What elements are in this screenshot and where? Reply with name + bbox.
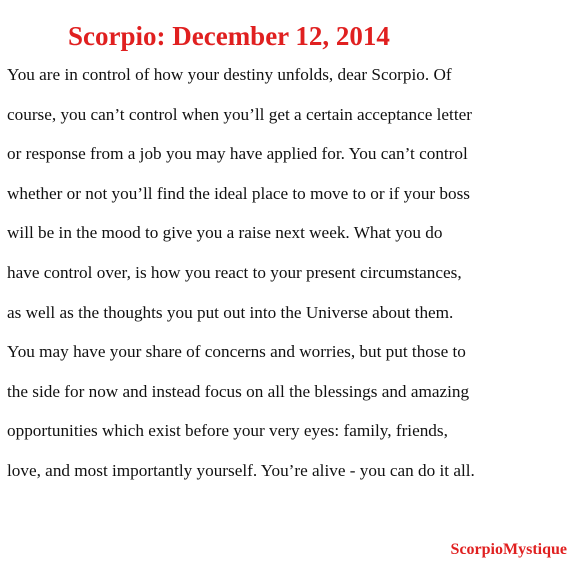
page-title: Scorpio: December 12, 2014: [68, 21, 390, 51]
author-signature: ScorpioMystique: [450, 541, 567, 558]
body-line: or response from a job you may have applied for. You can’t control: [7, 144, 468, 164]
body-line: whether or not you’ll find the ideal place to move to or if your boss: [7, 183, 470, 203]
horoscope-body: [7, 55, 475, 491]
body-line: will be in the mood to give you a raise next week. What you do: [7, 223, 443, 243]
body-line: have control over, is how you react to your present circumstances,: [7, 262, 462, 282]
body-line: opportunities which exist before your very eyes: family, friends,: [7, 421, 448, 441]
body-line: course, you can’t control when you’ll get a certain acceptance letter: [7, 104, 472, 124]
body-line: as well as the thoughts you put out into the Universe about them.: [7, 302, 454, 322]
body-line: the side for now and instead focus on all the blessings and amazing: [7, 381, 470, 401]
body-line: You may have your share of concerns and worries, but put those to: [7, 342, 466, 362]
body-line: You are in control of how your destiny unfolds, dear Scorpio. Of: [7, 65, 452, 84]
body-line: love, and most importantly yourself. You’re alive - you can do it all.: [7, 460, 475, 480]
